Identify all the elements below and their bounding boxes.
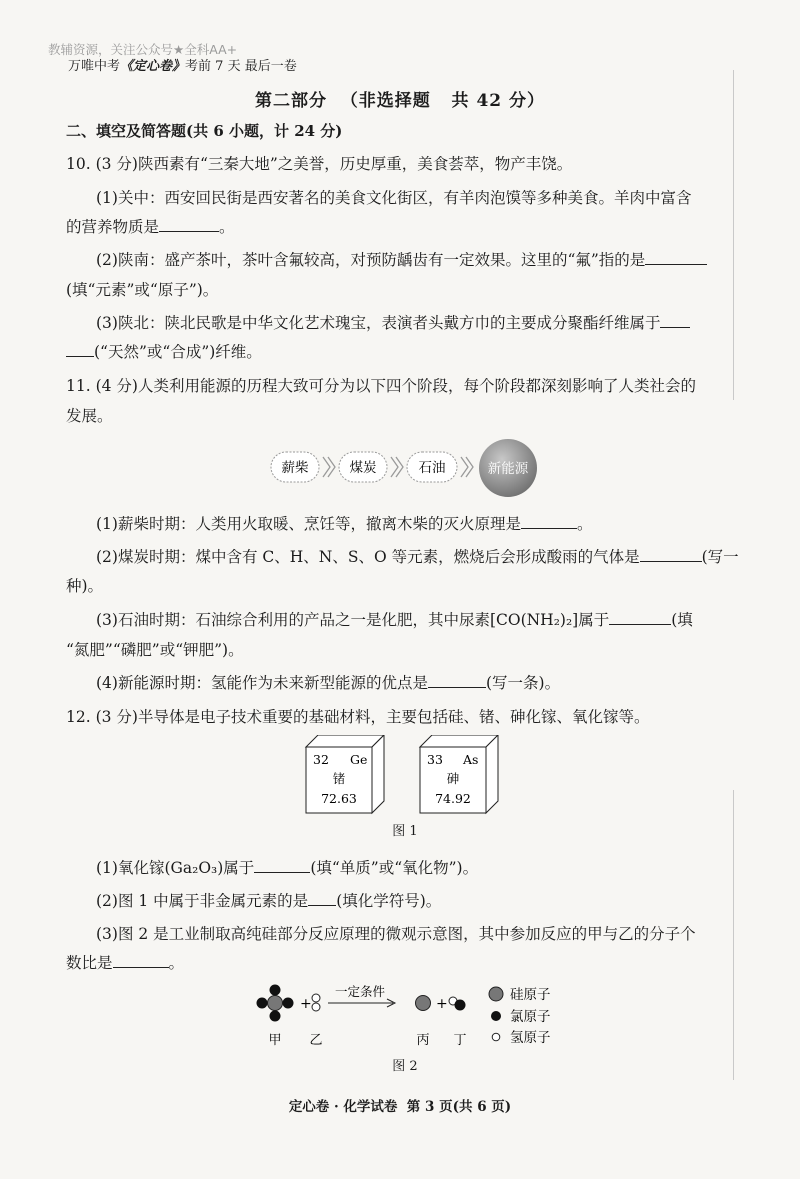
- answer-blank[interactable]: [113, 953, 169, 968]
- legend-silicon: 硅原子: [510, 987, 551, 1003]
- q10-part2-line1: [96, 248, 707, 270]
- answer-blank[interactable]: [428, 673, 486, 688]
- molecule-yi: [312, 994, 320, 1011]
- q10-part1-end: 。: [219, 218, 235, 236]
- element-card-ge: [306, 735, 384, 813]
- q12-part2-end: (填化学符号)。: [336, 892, 442, 910]
- stage-coal: [339, 452, 387, 482]
- reaction-diagram: [250, 982, 570, 1052]
- figure-2-caption: 图 2: [392, 1059, 418, 1074]
- answer-blank[interactable]: [609, 610, 671, 625]
- q11-part2-line1: [96, 545, 739, 567]
- legend-chlorine: 氯原子: [510, 1009, 551, 1025]
- element-symbol: As: [463, 752, 479, 767]
- q11-part3-end: (填: [671, 611, 693, 629]
- q10-part2-line2: (填“元素”或“原子”)。: [66, 281, 219, 299]
- answer-blank[interactable]: [640, 547, 702, 562]
- legend-hydrogen-icon: [492, 1033, 500, 1041]
- q10-part1-line2: [66, 215, 235, 237]
- label-yi: 乙: [309, 1033, 323, 1048]
- stage-firewood: [271, 452, 319, 482]
- q12-part1-end: (填“单质”或“氧化物”)。: [310, 859, 479, 877]
- q10-stem: 10. (3 分)陕西素有“三秦大地”之美誉，历史厚重，美食荟萃，物产丰饶。: [66, 155, 573, 173]
- stage-label: 薪柴: [281, 460, 309, 476]
- q12-part3-end: 。: [168, 954, 185, 972]
- answer-blank[interactable]: [308, 891, 336, 906]
- stage-new-energy: [479, 439, 537, 497]
- stage-label: 煤炭: [349, 460, 377, 476]
- q12-part3-line2: [66, 951, 184, 973]
- q10-part3-end: (“天然”或“合成”)纤维。: [94, 343, 262, 361]
- part-title: 第二部分 （非选择题 共 42 分）: [254, 91, 546, 111]
- stage-label: 石油: [418, 460, 446, 476]
- q11-part4-text: (4)新能源时期：氢能作为未来新型能源的优点是: [96, 674, 428, 692]
- element-symbol: Ge: [350, 752, 368, 767]
- answer-blank[interactable]: [254, 858, 310, 873]
- legend-chlorine-icon: [491, 1011, 501, 1021]
- page-footer: 定心卷 · 化学试卷 第 3 页(共 6 页): [288, 1099, 512, 1115]
- label-jia: 甲: [268, 1033, 282, 1048]
- legend-hydrogen: 氢原子: [510, 1030, 551, 1046]
- element-card-as: [420, 735, 498, 813]
- q10-part3-text: (3)陕北：陕北民歌是中华文化艺术瑰宝，表演者头戴方巾的主要成分聚酯纤维属于: [96, 314, 661, 332]
- chevron-right-icon: [461, 457, 473, 477]
- figure-1-caption: 图 1: [392, 824, 418, 839]
- reaction-condition: 一定条件: [334, 984, 386, 999]
- q11-part1-text: (1)薪柴时期：人类用火取暖、烹饪等，撤离木柴的灭火原理是: [96, 515, 521, 533]
- atomic-number: 33: [427, 752, 443, 767]
- q11-part2-text: (2)煤炭时期：煤中含有 C、H、N、S、O 等元素，燃烧后会形成酸雨的气体是: [96, 548, 640, 566]
- chevron-right-icon: [323, 457, 335, 477]
- q12-part3-text: 数比是: [66, 954, 113, 972]
- label-ding: 丁: [453, 1033, 467, 1048]
- plus-sign: +: [300, 996, 312, 1012]
- q11-part2-end: (写一: [701, 548, 739, 566]
- answer-blank[interactable]: [521, 514, 577, 529]
- q10-part2-text: (2)陕南：盛产茶叶，茶叶含氟较高，对预防龋齿有一定效果。这里的“氟”指的是: [96, 251, 646, 269]
- answer-blank[interactable]: [159, 217, 219, 232]
- margin-rule: [733, 70, 734, 400]
- molecule-ding: [449, 997, 466, 1011]
- q11-part1: [96, 512, 592, 534]
- page-header: [68, 55, 297, 74]
- element-name: 砷: [446, 771, 460, 786]
- element-name: 锗: [332, 771, 346, 786]
- q11-part3-line2: “氮肥”“磷肥”或“钾肥”)。: [66, 641, 244, 659]
- label-bing: 丙: [416, 1033, 430, 1048]
- q12-part1-text: (1)氧化镓(Ga₂O₃)属于: [96, 859, 255, 877]
- section-title: 二、填空及简答题(共 6 小题，计 24 分): [66, 122, 343, 140]
- q10-part1-text: 的营养物质是: [66, 218, 160, 236]
- answer-blank[interactable]: [660, 313, 690, 328]
- q12-part2: [96, 889, 441, 911]
- stage-label: 新能源: [487, 461, 529, 477]
- answer-blank[interactable]: [645, 250, 707, 265]
- q11-stem-line1: 11. (4 分)人类利用能源的历程大致可分为以下四个阶段，每个阶段都深刻影响了人类社会的: [66, 377, 696, 395]
- chevron-right-icon: [391, 457, 403, 477]
- molecule-bing: [416, 996, 431, 1011]
- watermark: 教辅资源，关注公众号★全科AA+: [48, 42, 238, 57]
- header-suffix: 考前 7 天 最后一卷: [185, 59, 297, 74]
- energy-stages-diagram: [265, 437, 555, 499]
- q11-part4: [96, 671, 560, 693]
- q11-part3-line1: [96, 608, 693, 630]
- q12-part1: [96, 856, 478, 878]
- q11-part4-end: (写一条)。: [485, 674, 561, 692]
- molecule-jia: [257, 985, 294, 1022]
- plus-sign: +: [436, 996, 448, 1012]
- atomic-mass: 74.92: [435, 791, 471, 806]
- atomic-mass: 72.63: [321, 791, 357, 806]
- legend-silicon-icon: [489, 987, 503, 1001]
- q12-part3-line1: (3)图 2 是工业制取高纯硅部分反应原理的微观示意图，其中参加反应的甲与乙的分子个: [96, 925, 696, 943]
- header-book: 《定心卷》: [120, 59, 186, 74]
- q12-part2-text: (2)图 1 中属于非金属元素的是: [96, 892, 309, 910]
- q10-part3-line1: [96, 311, 690, 333]
- atomic-number: 32: [313, 752, 329, 767]
- element-cards-figure: [300, 735, 510, 817]
- header-prefix: 万唯中考: [68, 59, 121, 74]
- q11-stem-line2: 发展。: [66, 407, 113, 425]
- answer-blank[interactable]: [66, 342, 94, 357]
- q11-part1-end: 。: [576, 515, 593, 533]
- q10-part3-line2: [66, 340, 262, 362]
- stage-oil: [407, 452, 457, 482]
- q11-part3-text: (3)石油时期：石油综合利用的产品之一是化肥，其中尿素[CO(NH₂)₂]属于: [96, 611, 610, 629]
- q10-part1-line1: (1)关中：西安回民街是西安著名的美食文化街区，有羊肉泡馍等多种美食。羊肉中富含: [96, 189, 692, 207]
- q12-stem: 12. (3 分)半导体是电子技术重要的基础材料，主要包括硅、锗、砷化镓、氧化镓等。: [66, 708, 650, 726]
- q11-part2-line2: 种)。: [66, 577, 104, 595]
